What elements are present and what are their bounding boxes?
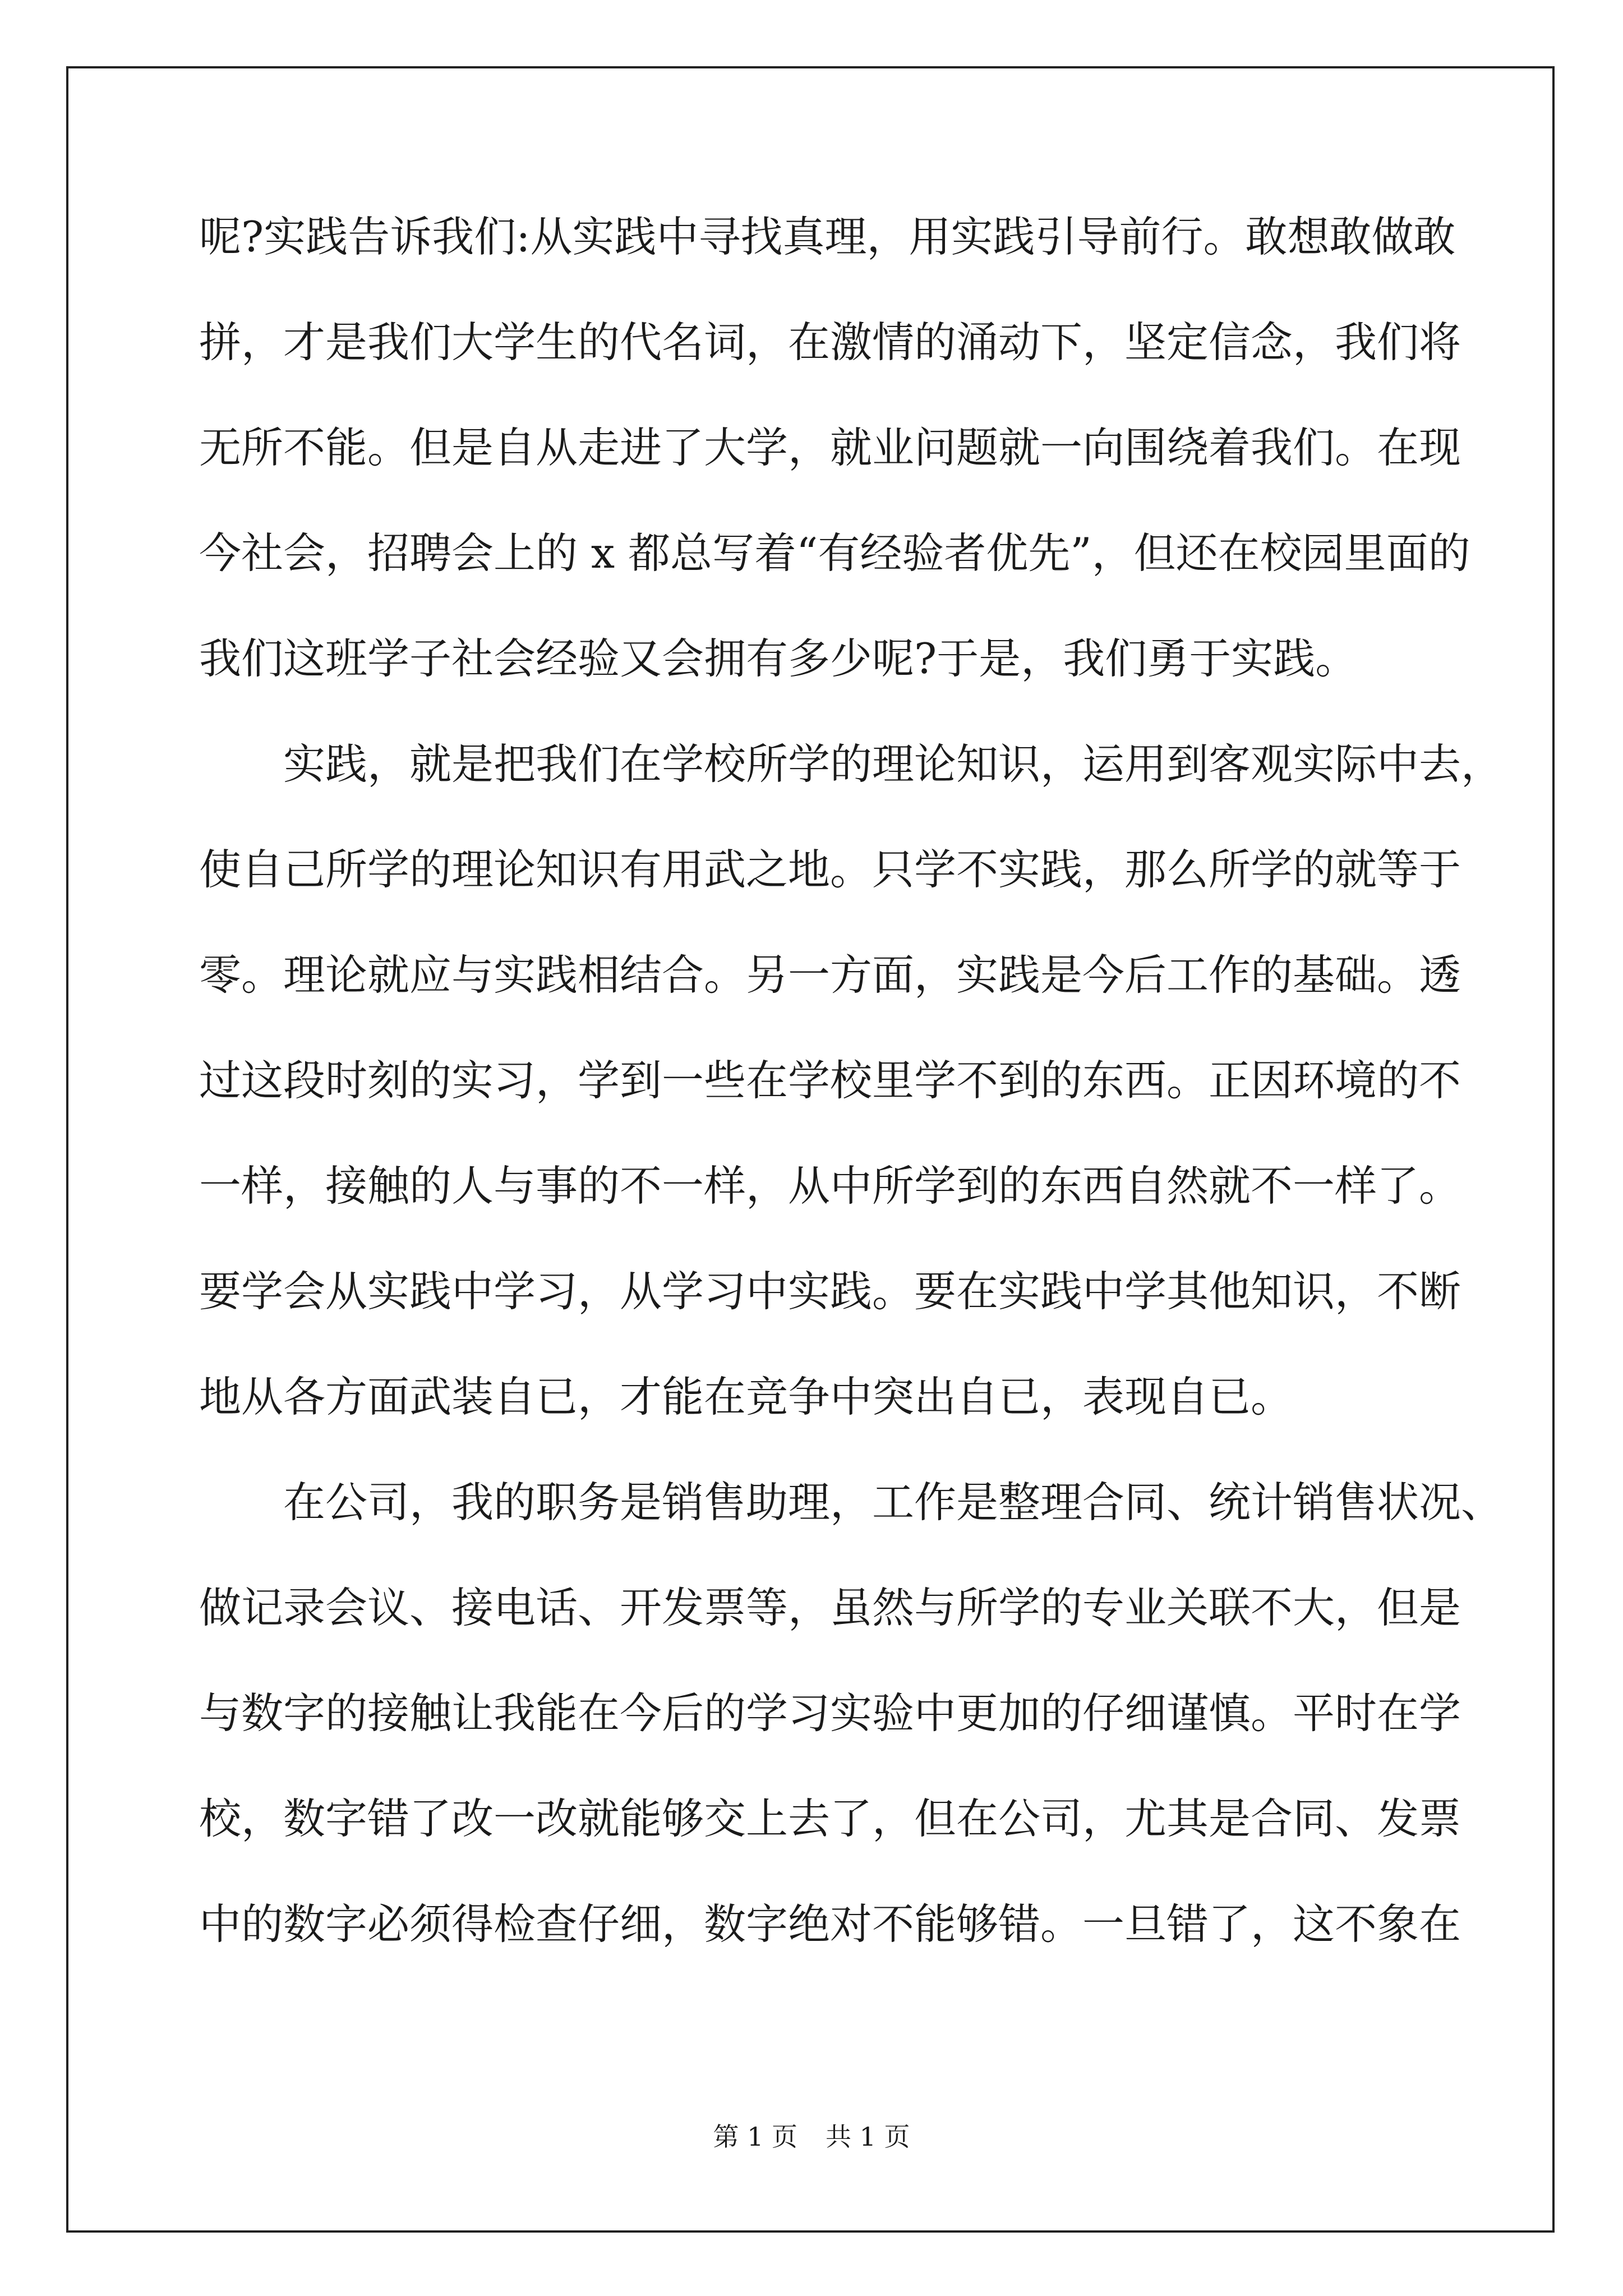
text-line: 一样，接触的人与事的不一样，从中所学到的东西自然就不一样了。 [199, 1161, 1461, 1211]
page-number: 第 1 页 [713, 2122, 797, 2152]
document-body [199, 212, 1504, 2009]
text-line: 过这段时刻的实习，学到一些在学校里学不到的东西。正因环境的不 [199, 1056, 1461, 1105]
text-line: 无所不能。但是自从走进了大学，就业问题就一向围绕着我们。在现 [199, 423, 1461, 472]
text-line: 做记录会议、接电话、开发票等，虽然与所学的专业关联不大，但是 [199, 1583, 1461, 1632]
text-line: 使自己所学的理论知识有用武之地。只学不实践，那么所学的就等于 [199, 845, 1461, 894]
text-line: 今社会，招聘会上的 x 都总写着“有经验者优先”，但还在校园里面的 [199, 528, 1470, 578]
text-line: 我们这班学子社会经验又会拥有多少呢?于是，我们勇于实践。 [199, 634, 1358, 683]
text-line: 拼，才是我们大学生的代名词，在激情的涌动下，坚定信念，我们将 [199, 318, 1461, 367]
text-line: 要学会从实践中学习，从学习中实践。要在实践中学其他知识，不断 [199, 1267, 1461, 1316]
text-line: 呢?实践告诉我们:从实践中寻找真理，用实践引导前行。敢想敢做敢 [199, 212, 1456, 261]
page-total: 共 1 页 [826, 2122, 910, 2152]
page-footer [0, 2123, 1623, 2151]
text-line: 在公司，我的职务是销售助理，工作是整理合同、统计销售状况、 [283, 1478, 1504, 1527]
text-line: 零。理论就应与实践相结合。另一方面，实践是今后工作的基础。透 [199, 950, 1461, 1000]
text-line: 实践，就是把我们在学校所学的理论知识，运用到客观实际中去， [283, 739, 1504, 789]
text-line: 地从各方面武装自已，才能在竞争中突出自已，表现自已。 [199, 1372, 1293, 1421]
text-line: 校，数字错了改一改就能够交上去了，但在公司，尤其是合同、发票 [199, 1794, 1461, 1843]
text-line: 中的数字必须得检查仔细，数字绝对不能够错。一旦错了，这不象在 [199, 1899, 1461, 1949]
text-line: 与数字的接触让我能在今后的学习实验中更加的仔细谨慎。平时在学 [199, 1688, 1461, 1738]
